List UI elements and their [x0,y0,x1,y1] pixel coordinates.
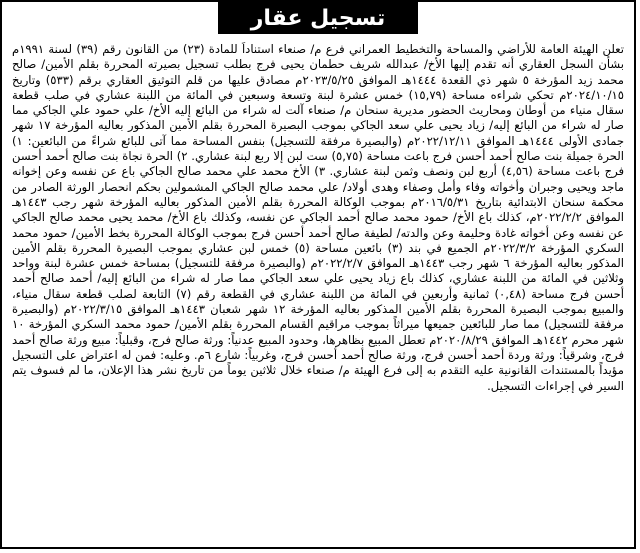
notice-body-text: تعلن الهيئة العامة للأراضي والمساحة والتخطيط العمراني فرع م/ صنعاء استناداً للمادة (٢٣) من القانون رقم (٣٩) لسنة ١٩٩١م بشأن السجل العقاري أنه تقدم إليها الأخ/ عبدالله شريف حطمان يحيى فرج بطلب تسجيل بصيرته المحررة بقلم الأمين/ صالح محمد زيد المؤرخة ٥ شهر ذي القعدة ١٤٤٤هـ الموافق ٢٠٢٣/٥/٢٥م مصادق عليها من قلم التوثيق العقاري برقم (٥٣٣) وتاريخ ٢٠٢٤/١٠/١٥م تحكي شراءه مساحة (١٥,٧٩) خمس عشرة لبنة وتسعة وسبعين في المائة من اللبنة عشاري في صلب قطعة سقال منياء من أوطان ومحاريث الحضور مديرية سنحان م/ صنعاء آلت له شراء من البائع إليه الأخ/ علي حمود علي الجاكي مما صار له شراء من البائع إليه/ زياد يحيى علي سعد الجاكي بموجب البصيرة المحررة بقلم الأمين المذكور بعاليه المؤرخة ١٧ شهر جمادى الأولى ١٤٤٤هـ الموافق ٢٠٢٢/١٢/١١م (والبصيرة مرفقة للتسجيل) بنفس المساحة مما آتى للبائع شراءً من البائعين: ١) الحرة جميلة بنت صالح أحمد أحسن فرج باعت مساحة (٥,٧٥) ست لبن إلا ربع لبنة عشاري. ٢) الحرة نجاة بنت صالح أحمد أحسن فرج باعت مساحة (٤,٥٦) أربع لبن ونصف وثمن لبنة عشاري. ٣) الأخ محمد علي محمد صالح الجاكي باع عن نفسه وعن إخوانه ماجد ويحيى وجبران وأخواته وفاء وأمل وصفاء وهدى أولاد/ علي محمد صالح الجاكي المشمولين بحكم انحصار الورثة الصادر من محكمة سنحان الابتدائية بتاريخ ٢٠١٦/٥/٣١م بموجب الوكالة المحررة بقلم الأمين المذكور بعاليه المؤرخة شهر رجب ١٤٤٣هـ الموافق ٢٠٢٢/٢/٢م، كذلك باع الأخ/ حمود محمد صالح أحمد الجاكي عن نفسه، وكذلك باع الأخ/ محمد يحيى محمد صالح الجاكي عن نفسه وعن أخواته غادة وحليمة وعن والدته/ لطيفة صالح أحمد أحسن فرج بموجب الوكالة المحررة بخط الأمين/ حمود محمد السكري المؤرخة ٢٠٢٢/٣/٢م الجميع في بند (٣) بائعين مساحة (٥) خمس لبن عشاري بموجب البصيرة المحررة بقلم الأمين المذكور بعاليه المؤرخة ٦ شهر رجب ١٤٤٣هـ الموافق ٢٠٢٢/٢/٧م (والبصيرة مرفقة للتسجيل) بمساحة خمس عشرة لبنة وواحد وثلاثين في المائة من اللبنة عشاري، كذلك باع زياد يحيى علي سعد الجاكي مما صار له شراء من البائع إليه/ أحمد صالح أحمد أحسن فرج مساحة (٠,٤٨) ثمانية وأربعين في المائة من اللبنة عشاري في القطعة رقم (٧) التابعة لصلب قطعة سقال منياء، والمبيع بموجب البصيرة المحررة بقلم الأمين المذكور بعاليه المؤرخة ١٢ شهر شعبان ١٤٤٣هـ الموافق ٢٠٢٢/٣/١٥م (والبصيرة مرفقة للتسجيل) مما صار للبائعين جميعها ميراثاً بموجب مراقيم القسام المحررة بقلم الأمين/ حمود محمد السكري المؤرخة ١٠ شهر محرم ١٤٤٢هـ الموافق ٢٠٢٠/٨/٢٩م تعطل المبيع بظاهرها، وحدود المبيع عدنياً: ورثة صالح فرج، وقبلياً: مبيع ورثة صالح أحمد فرج، وشرقياً: ورثة وردة أحمد أحسن فرج، ورثة صالح أحمد أحسن فرج، وغربياً: شارع ٦م. وعليه: فمن له اعتراض على التسجيل مؤيداً بالمستندات القانونية عليه التقدم به إلى فرع الهيئة م/ صنعاء خلال ثلاثين يوماً من تاريخ نشر هذا الإعلان، ما لم فسوف يتم السير في إجراءات التسجيل. [12,42,624,393]
notice-header [2,2,634,36]
notice-title: تسجيل عقار [218,2,418,34]
